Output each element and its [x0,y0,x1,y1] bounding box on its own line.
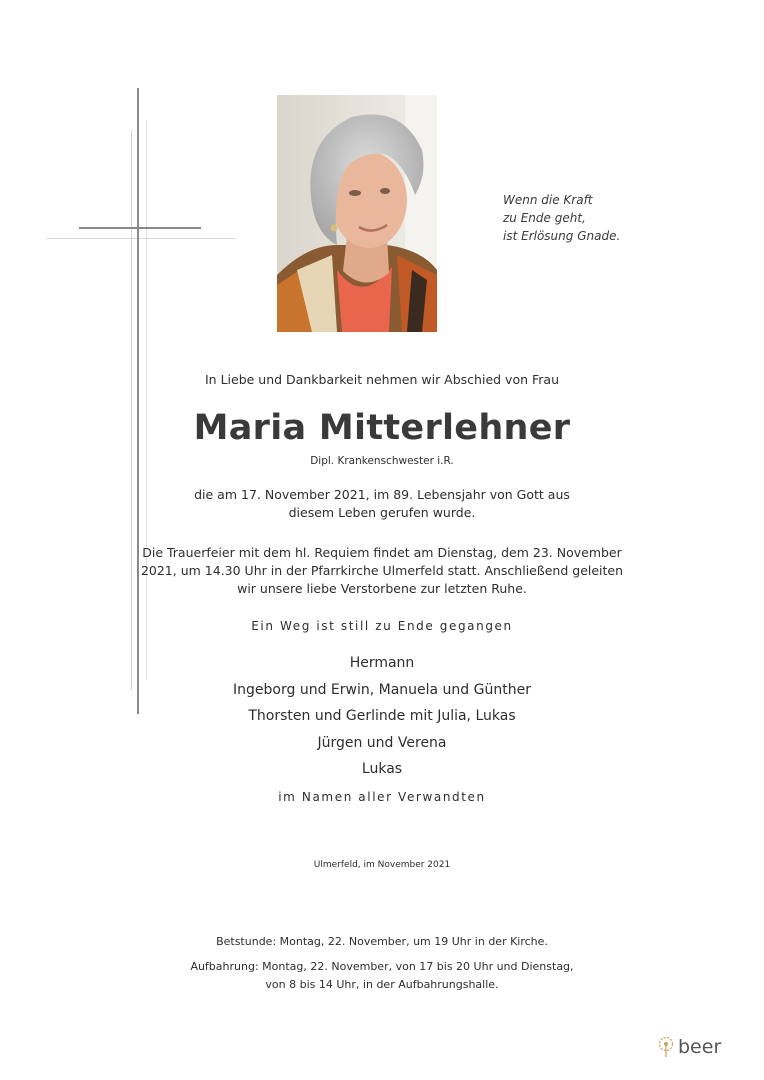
family-list [0,650,764,783]
family-member: Ingeborg und Erwin, Manuela und Günther [233,681,531,698]
paragraph-line: die am 17. November 2021, im 89. Lebensjahr von Gott aus [194,487,570,502]
family-member: Lukas [361,761,403,777]
paragraph-line: wir unsere liebe Verstorbene zur letzten Ruhe. [237,581,527,596]
death-announcement [0,486,764,522]
quote-line: zu Ende geht, [503,211,586,225]
epitaph-quote [503,191,620,245]
deceased-title: Dipl. Krankenschwester i.R. [310,455,454,467]
paragraph-line: 2021, um 14.30 Uhr in der Pfarrkirche Ulmerfeld statt. Anschließend geleiten [140,563,624,578]
deceased-name: Maria Mitterlehner [193,408,571,448]
ceremony-announcement [0,544,764,598]
place-date: Ulmerfeld, im November 2021 [313,860,451,870]
portrait-photo [277,95,437,332]
motto: Ein Weg ist still zu Ende gegangen [251,619,513,633]
quote-line: Wenn die Kraft [503,193,593,207]
behalf-of-relatives: im Namen aller Verwandten [278,790,486,804]
funeral-home-logo [657,1034,721,1060]
family-member: Thorsten und Gerlinde mit Julia, Lukas [248,708,516,724]
info-line: von 8 bis 14 Uhr, in der Aufbahrungshalle. [265,977,499,991]
quote-line: ist Erlösung Gnade. [503,229,621,243]
dandelion-icon [657,1036,675,1058]
family-member: Jürgen und Verena [317,734,447,751]
paragraph-line: diesem Leben gerufen wurde. [288,505,476,520]
logo-text: beer [678,1036,722,1058]
prayer-info: Betstunde: Montag, 22. November, um 19 Uhr in der Kirche. [216,935,548,948]
cross-horizontal-bar [79,227,201,229]
paragraph-line: Die Trauerfeier mit dem hl. Requiem findet am Dienstag, dem 23. November [142,545,622,560]
info-line: Aufbahrung: Montag, 22. November, von 17 bis 20 Uhr und Dienstag, [190,960,574,973]
cross-shadow-line [46,238,236,239]
intro-text: In Liebe und Dankbarkeit nehmen wir Abschied von Frau [205,372,559,387]
viewing-info [0,958,764,993]
family-member: Hermann [349,655,415,671]
